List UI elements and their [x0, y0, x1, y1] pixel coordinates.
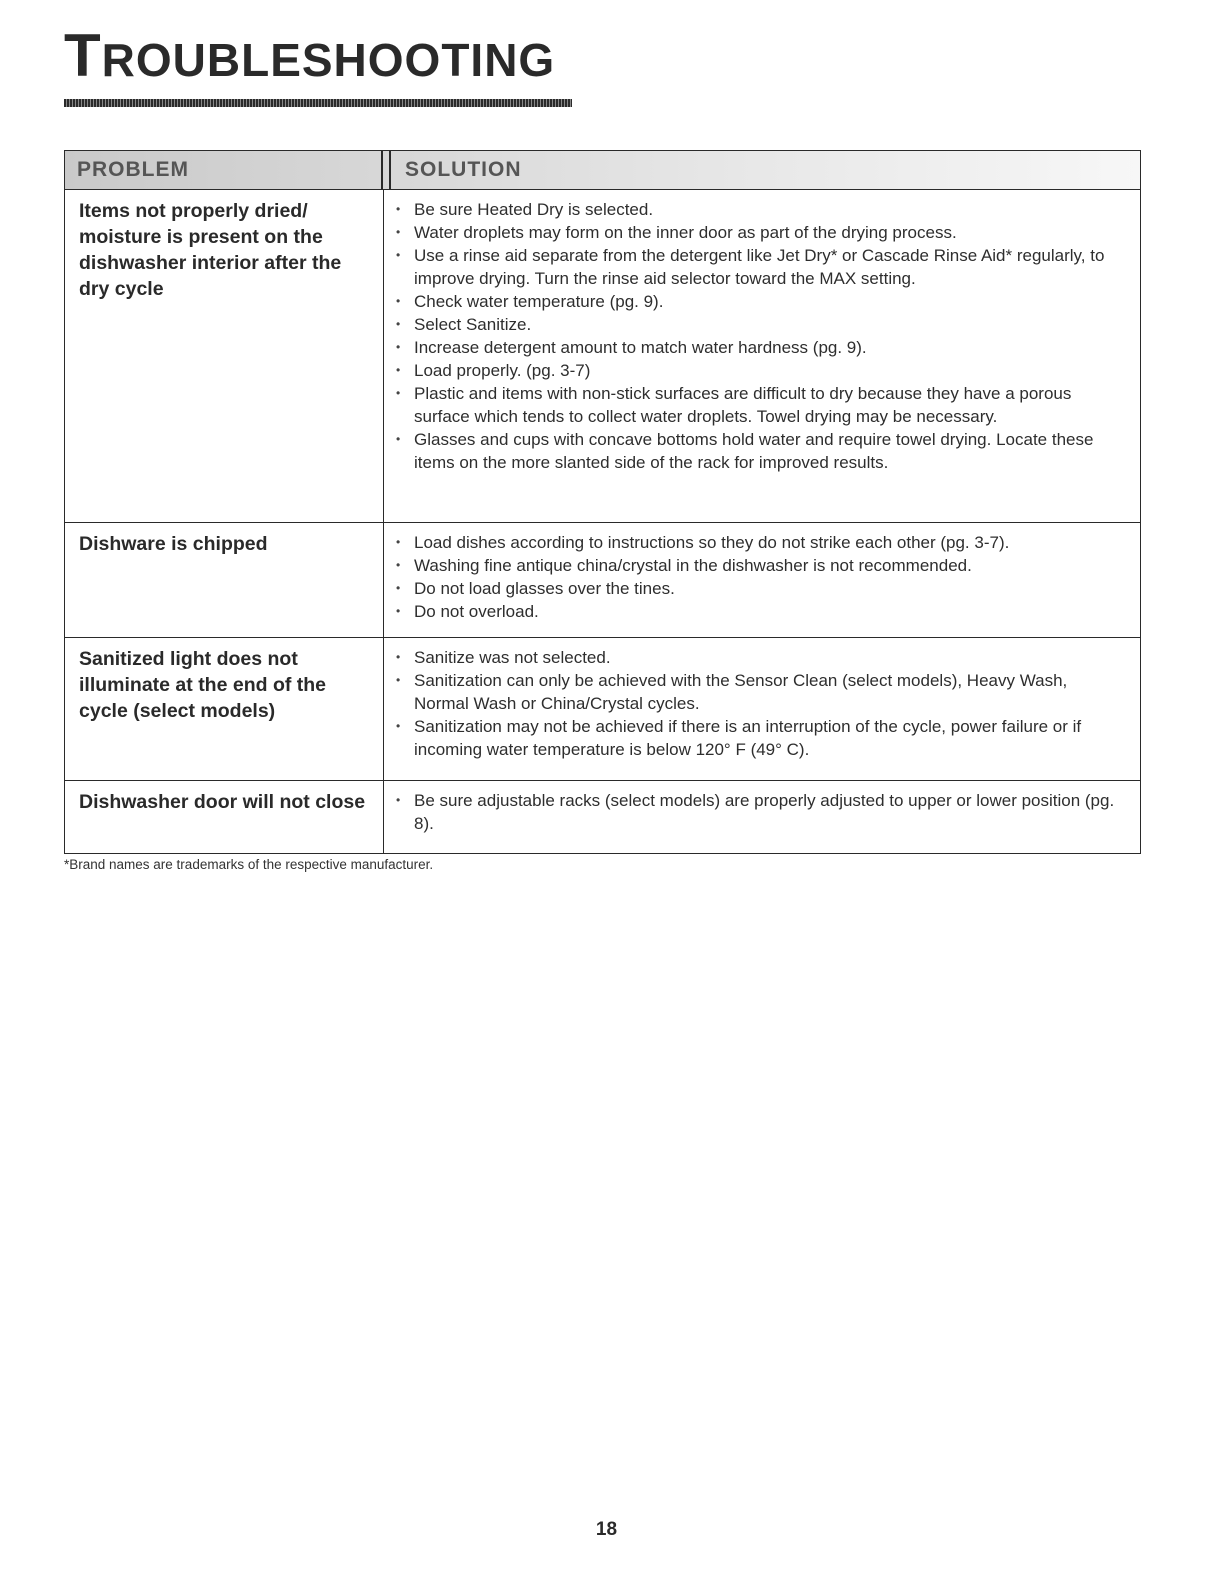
page-title	[64, 22, 556, 89]
solution-item: • Sanitization can only be achieved with the Sensor Clean (select models), Heavy Wash, Normal Wash or China/Crystal cycles.	[392, 669, 1126, 715]
solution-item: • Check water temperature (pg. 9).	[392, 290, 1126, 313]
solution-item: • Plastic and items with non-stick surfaces are difficult to dry because they have a porous surface which tends to collect water droplets. Towel drying may be necessary.	[392, 382, 1126, 428]
table-row	[65, 190, 1140, 523]
table-row	[65, 523, 1140, 638]
problem-cell: Dishwasher door will not close	[79, 791, 366, 813]
solution-cell	[383, 781, 1140, 853]
solution-list	[392, 646, 1126, 761]
solution-list	[392, 198, 1126, 474]
table-header-row	[65, 151, 1140, 190]
solution-item: • Sanitization may not be achieved if there is an interruption of the cycle, power failure or if incoming water temperature is below 120° F (49° C).	[392, 715, 1126, 761]
solution-item: • Be sure adjustable racks (select models) are properly adjusted to upper or lower position (pg. 8).	[392, 789, 1126, 835]
problem-cell: Dishware is chipped	[79, 533, 268, 555]
table-row	[65, 781, 1140, 853]
solution-column-header: SOLUTION	[389, 151, 1140, 189]
solution-cell	[383, 190, 1140, 522]
table-row	[65, 638, 1140, 781]
solution-item: • Do not load glasses over the tines.	[392, 577, 1126, 600]
solution-item: • Load properly. (pg. 3-7)	[392, 359, 1126, 382]
solution-item: • Glasses and cups with concave bottoms hold water and require towel drying. Locate these items on the more slanted side of the rack for improved results.	[392, 428, 1126, 474]
title-rest: ROUBLESHOOTING	[101, 34, 556, 86]
solution-item: • Use a rinse aid separate from the detergent like Jet Dry* or Cascade Rinse Aid* regularly, to improve drying. Turn the rinse aid selector toward the MAX setting.	[392, 244, 1126, 290]
problem-column-header: PROBLEM	[65, 151, 383, 189]
solution-item: • Increase detergent amount to match water hardness (pg. 9).	[392, 336, 1126, 359]
solution-list	[392, 531, 1126, 623]
problem-cell: Sanitized light does not illuminate at the end of the cycle (select models)	[79, 648, 327, 722]
title-first-letter: T	[64, 22, 102, 89]
title-underline	[64, 99, 572, 107]
solution-cell	[383, 638, 1140, 780]
solution-item: • Load dishes according to instructions so they do not strike each other (pg. 3-7).	[392, 531, 1126, 554]
page-number: 18	[595, 1519, 618, 1540]
solution-item: • Be sure Heated Dry is selected.	[392, 198, 1126, 221]
solution-item: • Washing fine antique china/crystal in the dishwasher is not recommended.	[392, 554, 1126, 577]
solution-item: • Do not overload.	[392, 600, 1126, 623]
footnote: *Brand names are trademarks of the respective manufacturer.	[64, 857, 434, 872]
troubleshooting-table	[64, 150, 1141, 854]
solution-cell	[383, 523, 1140, 637]
solution-item: • Select Sanitize.	[392, 313, 1126, 336]
problem-cell: Items not properly dried/ moisture is present on the dishwasher interior after the dry cycle	[79, 200, 342, 300]
solution-item: • Sanitize was not selected.	[392, 646, 1126, 669]
solution-item: • Water droplets may form on the inner door as part of the drying process.	[392, 221, 1126, 244]
solution-list	[392, 789, 1126, 835]
